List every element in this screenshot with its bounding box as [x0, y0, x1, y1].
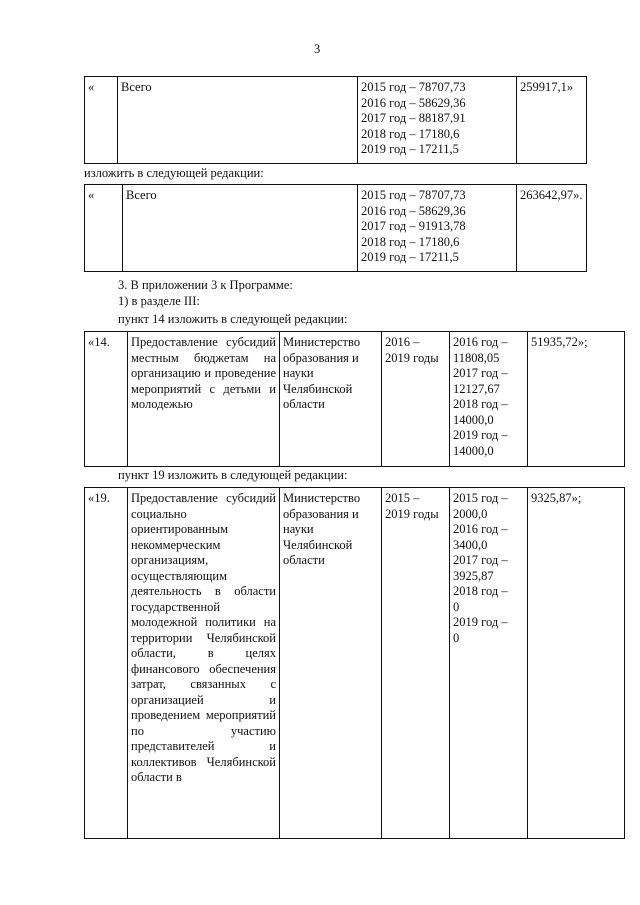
item-year-values: 2015 год – 2000,0 2016 год – 3400,0 2017 год – 3925,87 2018 год – 0 2019 год – 0 [450, 488, 528, 839]
item-number: «14. [85, 332, 128, 467]
total-table-old [84, 76, 587, 164]
item-organization: Министерство образования и науки Челябинской области [280, 488, 382, 839]
year-values: 2015 год – 78707,73 2016 год – 58629,36 2017 год – 91913,78 2018 год – 17180,6 2019 год – 17211,5 [358, 185, 517, 272]
item-period: 2016 – 2019 годы [382, 332, 450, 467]
section-heading: 3. В приложении 3 к Программе: [118, 278, 293, 292]
page-number: 3 [314, 42, 321, 56]
row-label: Всего [123, 185, 358, 272]
item14-intro: пункт 14 изложить в следующей редакции: [118, 312, 348, 326]
item-organization: Министерство образования и науки Челябинской области [280, 332, 382, 467]
item-number: «19. [85, 488, 128, 839]
instruction-line: изложить в следующей редакции: [84, 166, 264, 180]
total-table-new [84, 184, 587, 272]
total-value: 259917,1» [517, 77, 587, 164]
item-period: 2015 – 2019 годы [382, 488, 450, 839]
item14-table [84, 331, 625, 467]
total-value: 263642,97». [517, 185, 587, 272]
item-total: 9325,87»; [528, 488, 625, 839]
quote-mark: « [85, 185, 123, 272]
quote-mark: « [85, 77, 118, 164]
item-total: 51935,72»; [528, 332, 625, 467]
year-values: 2015 год – 78707,73 2016 год – 58629,36 2017 год – 88187,91 2018 год – 17180,6 2019 год – 17211,5 [358, 77, 517, 164]
item-description: Предоставление субсидий социально ориентированным некоммерческим организациям, осуществляющим деятельность в области государственной молодежной политики на территории Челябинской области, в целях финансового обеспечения затрат, связанных с организацией и проведением мероприятий по участию представителей и коллективов Челябинской области в [128, 488, 280, 839]
subsection-heading: 1) в разделе III: [118, 294, 200, 308]
item19-table [84, 487, 625, 839]
item19-intro: пункт 19 изложить в следующей редакции: [118, 468, 348, 482]
row-label: Всего [118, 77, 358, 164]
item-year-values: 2016 год – 11808,05 2017 год – 12127,67 2018 год – 14000,0 2019 год – 14000,0 [450, 332, 528, 467]
item-description: Предоставление субсидий местным бюджетам на организацию и проведение мероприятий с детьми и молодежью [128, 332, 280, 467]
